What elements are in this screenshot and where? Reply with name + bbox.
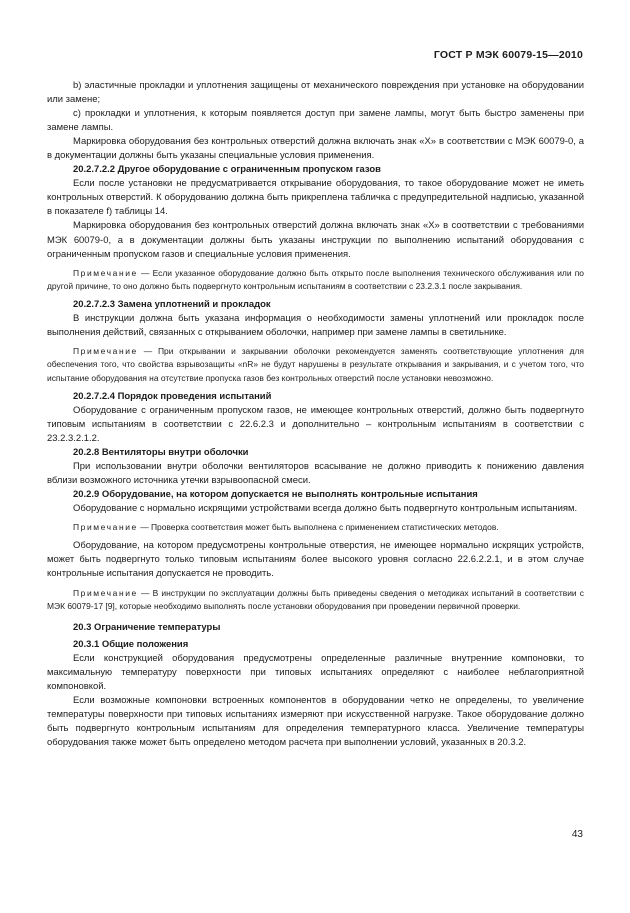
note	[47, 521, 584, 534]
section-heading: 20.2.7.2.2 Другое оборудование с ограниченным пропуском газов	[73, 164, 381, 176]
page-number: 43	[571, 829, 583, 840]
section-heading: 20.3 Ограничение температуры	[73, 621, 221, 633]
section-heading: 20.2.9 Оборудование, на котором допускается не выполнять контрольные испытания	[73, 489, 478, 501]
section-heading: 20.2.7.2.3 Замена уплотнений и прокладок	[73, 299, 271, 311]
note-text: — При открывании и закрывании оболочки рекомендуется заменять соответствующие уплотнения для обеспечения того, что свойства взрывозащиты «nR» не будут нарушены в результате открывания и закрывания, и с учетом того, что испытание оборудования на отсутствие пропуска газов без контрольных отверстий после установки невозможно.	[47, 346, 584, 383]
section-heading: 20.3.1 Общие положения	[73, 638, 189, 650]
document-body	[47, 79, 584, 750]
note	[47, 345, 584, 385]
paragraph: Если после установки не предусматривается открывание оборудования, то такое оборудование может не иметь контрольных отверстий. К оборудованию должна быть прикреплена табличка с предупредительной надписью, указанной в показателе f) таблицы 14.	[47, 178, 584, 218]
note-label: Примечание	[73, 267, 138, 278]
paragraph: В инструкции должна быть указана информация о необходимости замены уплотнений или прокладок после выполнения действий, связанных с открыванием оболочки, например при замене лампы в светильнике.	[47, 313, 584, 339]
paragraph: Оборудование с ограниченным пропуском газов, не имеющее контрольных отверстий, должно быть подвергнуто типовым испытаниям в соответствии с 22.6.2.3 и дополнительно – контрольным испытаниям в соответствии с 23.2.3.2.1.2.	[47, 404, 584, 444]
note	[47, 587, 584, 613]
paragraph: Если возможные компоновки встроенных компонентов в оборудовании четко не определены, то увеличение температуры поверхности при типовых испытаниях измеряют при искусственной нагрузке. Такое оборудование должно быть подвергнуто контрольным испытаниям для определения температурного класса. Увеличение температуры оборудования также может быть определено методом расчета при выполнении условий, указанных в 20.3.2.	[47, 695, 584, 749]
paragraph: Если конструкцией оборудования предусмотрены определенные различные внутренние компоновки, то максимальную температуру поверхности при типовых испытаниях определяют с наиболее неблагоприятной компоновкой.	[47, 653, 584, 693]
paragraph: b) эластичные прокладки и уплотнения защищены от механического повреждения при установке на оборудовании или замене;	[47, 80, 584, 106]
paragraph: При использовании внутри оболочки вентиляторов всасывание не должно приводить к понижению давления вблизи возможного источника утечки взрывоопасной смеси.	[47, 461, 584, 487]
note-label: Примечание	[73, 346, 138, 357]
paragraph: Маркировка оборудования без контрольных отверстий должна включать знак «X» в соответствии с МЭК 60079-0, а в документации должны быть указаны специальные условия применения.	[47, 136, 584, 162]
paragraph: c) прокладки и уплотнения, к которым появляется доступ при замене лампы, могут быть быстро заменены при замене лампы.	[47, 108, 584, 134]
paragraph: Оборудование, на котором предусмотрены контрольные отверстия, не имеющее нормально искрящих устройств, может быть подвергнуто только типовым испытаниям более высокого уровня согласно 22.6.2.2.1, и в этом случае контрольные испытания допускается не проводить.	[47, 540, 584, 580]
paragraph: Маркировка оборудования без контрольных отверстий должна включать знак «X» в соответствии с требованиями МЭК 60079-0, а в документации должны быть указаны инструкции по выполнению испытаний оборудования с ограниченным пропуском газов и специальные условия применения.	[47, 220, 584, 260]
note-text: — В инструкции по эксплуатации должны быть приведены сведения о методиках испытаний в соответствии с МЭК 60079-17 [9], которые необходимо выполнять после установки оборудования при проведении первичной проверки.	[47, 587, 584, 611]
note-label: Примечание	[73, 587, 138, 598]
note-label: Примечание	[73, 522, 138, 533]
document-header: ГОСТ Р МЭК 60079-15—2010	[433, 49, 583, 61]
paragraph: Оборудование с нормально искрящими устройствами всегда должно быть подвергнуто контрольным испытаниям.	[73, 503, 578, 515]
note	[47, 267, 584, 293]
section-heading: 20.2.7.2.4 Порядок проведения испытаний	[73, 390, 272, 402]
section-heading: 20.2.8 Вентиляторы внутри оболочки	[73, 446, 249, 458]
note-text: — Если указанное оборудование должно быть открыто после выполнения технического обслуживания или по другой причине, то оно должно быть подвергнуто контрольным испытаниям в соответствии с 23.2.3.1 после закрывания.	[47, 267, 584, 291]
note-text: — Проверка соответствия может быть выполнена с применением статистических методов.	[137, 522, 499, 533]
